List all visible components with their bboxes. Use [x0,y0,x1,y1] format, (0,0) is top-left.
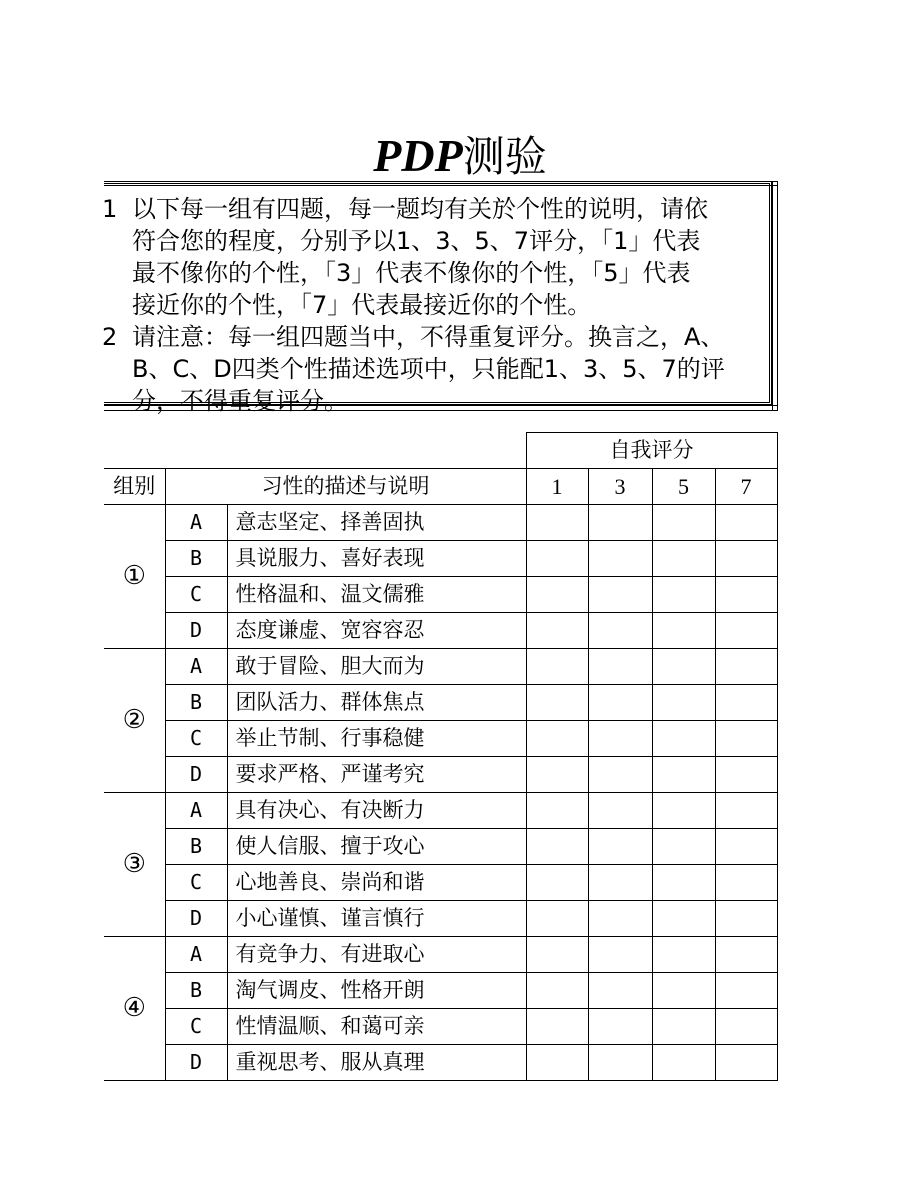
header-row [104,469,777,505]
score-cell-7[interactable] [715,505,777,541]
score-cell-5[interactable] [652,613,715,649]
option-letter: C [165,1009,227,1045]
score-cell-3[interactable] [588,973,652,1009]
table-row [104,829,777,865]
instructions-border-right [772,181,778,411]
group-label: ② [104,649,165,793]
score-cell-7[interactable] [715,793,777,829]
option-letter: D [165,613,227,649]
score-cell-3[interactable] [588,721,652,757]
score-cell-7[interactable] [715,937,777,973]
score-cell-1[interactable] [526,973,588,1009]
option-description: 意志坚定、择善固执 [227,505,526,541]
score-cell-1[interactable] [526,793,588,829]
option-letter: B [165,541,227,577]
score-cell-3[interactable] [588,901,652,937]
rating-table [104,432,778,1081]
table-row [104,649,777,685]
score-cell-1[interactable] [526,937,588,973]
score-cell-1[interactable] [526,721,588,757]
score-cell-7[interactable] [715,721,777,757]
score-column-header: 5 [652,469,715,505]
score-cell-1[interactable] [526,685,588,721]
score-cell-1[interactable] [526,613,588,649]
title-cn: 测验 [462,132,547,181]
score-cell-5[interactable] [652,541,715,577]
self-rating-header: 自我评分 [526,433,777,469]
table-row [104,541,777,577]
score-cell-1[interactable] [526,577,588,613]
instruction-line: 接近你的个性，「7」代表最接近你的个性。 [132,291,592,319]
description-header: 习性的描述与说明 [165,469,526,505]
option-description: 重视思考、服从真理 [227,1045,526,1081]
table-row [104,901,777,937]
score-cell-5[interactable] [652,829,715,865]
score-cell-5[interactable] [652,1045,715,1081]
score-cell-3[interactable] [588,577,652,613]
option-description: 性情温顺、和蔼可亲 [227,1009,526,1045]
header-empty [104,433,526,469]
score-cell-5[interactable] [652,577,715,613]
score-cell-3[interactable] [588,757,652,793]
score-cell-5[interactable] [652,793,715,829]
score-cell-7[interactable] [715,865,777,901]
score-column-header: 3 [588,469,652,505]
score-cell-5[interactable] [652,757,715,793]
score-cell-3[interactable] [588,541,652,577]
option-description: 有竞争力、有进取心 [227,937,526,973]
score-cell-3[interactable] [588,505,652,541]
group-label: ① [104,505,165,649]
option-description: 具有决心、有决断力 [227,793,526,829]
score-cell-7[interactable] [715,901,777,937]
score-column-header: 1 [526,469,588,505]
score-cell-3[interactable] [588,865,652,901]
table-row [104,973,777,1009]
score-cell-7[interactable] [715,577,777,613]
score-cell-7[interactable] [715,757,777,793]
option-letter: A [165,649,227,685]
title-pdp: PDP [373,130,463,181]
score-cell-1[interactable] [526,1009,588,1045]
instruction-line: B、C、D四类个性描述选项中，只能配1、3、5、7的评 [132,355,725,383]
table-row [104,1045,777,1081]
score-cell-1[interactable] [526,829,588,865]
score-cell-3[interactable] [588,649,652,685]
option-description: 敢于冒险、胆大而为 [227,649,526,685]
score-cell-3[interactable] [588,1009,652,1045]
score-cell-7[interactable] [715,829,777,865]
score-cell-3[interactable] [588,829,652,865]
option-letter: B [165,973,227,1009]
score-cell-3[interactable] [588,937,652,973]
option-letter: B [165,829,227,865]
score-cell-1[interactable] [526,757,588,793]
score-cell-5[interactable] [652,865,715,901]
instructions-box [102,181,772,415]
score-cell-5[interactable] [652,973,715,1009]
option-letter: C [165,577,227,613]
option-description: 使人信服、擅于攻心 [227,829,526,865]
table-row [104,685,777,721]
score-cell-5[interactable] [652,937,715,973]
table-row [104,721,777,757]
score-cell-7[interactable] [715,685,777,721]
option-letter: D [165,901,227,937]
instruction-number: 1 [102,195,118,223]
score-cell-7[interactable] [715,1009,777,1045]
score-cell-1[interactable] [526,505,588,541]
option-description: 要求严格、严谨考究 [227,757,526,793]
score-cell-3[interactable] [588,1045,652,1081]
option-letter: A [165,937,227,973]
instruction-line: 最不像你的个性，「3」代表不像你的个性，「5」代表 [132,259,691,287]
table-row [104,1009,777,1045]
option-letter: A [165,505,227,541]
option-letter: C [165,865,227,901]
score-cell-1[interactable] [526,541,588,577]
option-letter: D [165,757,227,793]
instruction-number: 2 [102,323,118,351]
group-header: 组别 [104,469,165,505]
score-cell-7[interactable] [715,541,777,577]
score-cell-3[interactable] [588,613,652,649]
score-cell-1[interactable] [526,1045,588,1081]
option-letter: B [165,685,227,721]
option-description: 性格温和、温文儒雅 [227,577,526,613]
option-description: 态度谦虚、宽容容忍 [227,613,526,649]
score-cell-5[interactable] [652,505,715,541]
table-row [104,937,777,973]
score-cell-3[interactable] [588,793,652,829]
table-row [104,577,777,613]
option-description: 团队活力、群体焦点 [227,685,526,721]
option-letter: D [165,1045,227,1081]
score-cell-5[interactable] [652,1009,715,1045]
page-title [0,125,920,185]
score-cell-7[interactable] [715,613,777,649]
score-cell-5[interactable] [652,649,715,685]
score-cell-5[interactable] [652,685,715,721]
instruction-line: 以下每一组有四题，每一题均有关於个性的说明，请依 [132,195,708,223]
option-letter: C [165,721,227,757]
header-row-self-rating [104,433,777,469]
score-column-header: 7 [715,469,777,505]
group-label: ④ [104,937,165,1081]
instruction-line: 分，不得重复评分。 [132,387,348,415]
score-cell-1[interactable] [526,901,588,937]
option-letter: A [165,793,227,829]
option-description: 心地善良、崇尚和谐 [227,865,526,901]
score-cell-5[interactable] [652,901,715,937]
option-description: 小心谨慎、谨言慎行 [227,901,526,937]
option-description: 举止节制、行事稳健 [227,721,526,757]
score-cell-5[interactable] [652,721,715,757]
instruction-line: 符合您的程度，分别予以1、3、5、7评分，「1」代表 [132,227,701,255]
instruction-line: 请注意：每一组四题当中，不得重复评分。换言之，A、 [132,323,725,351]
table-row [104,865,777,901]
score-cell-1[interactable] [526,649,588,685]
table-row [104,505,777,541]
score-cell-3[interactable] [588,685,652,721]
table-row [104,793,777,829]
option-description: 淘气调皮、性格开朗 [227,973,526,1009]
score-cell-7[interactable] [715,1045,777,1081]
score-cell-7[interactable] [715,649,777,685]
instructions-border-bottom [104,405,778,411]
table-row [104,613,777,649]
table-row [104,757,777,793]
score-cell-7[interactable] [715,973,777,1009]
score-cell-1[interactable] [526,865,588,901]
option-description: 具说服力、喜好表现 [227,541,526,577]
group-label: ③ [104,793,165,937]
